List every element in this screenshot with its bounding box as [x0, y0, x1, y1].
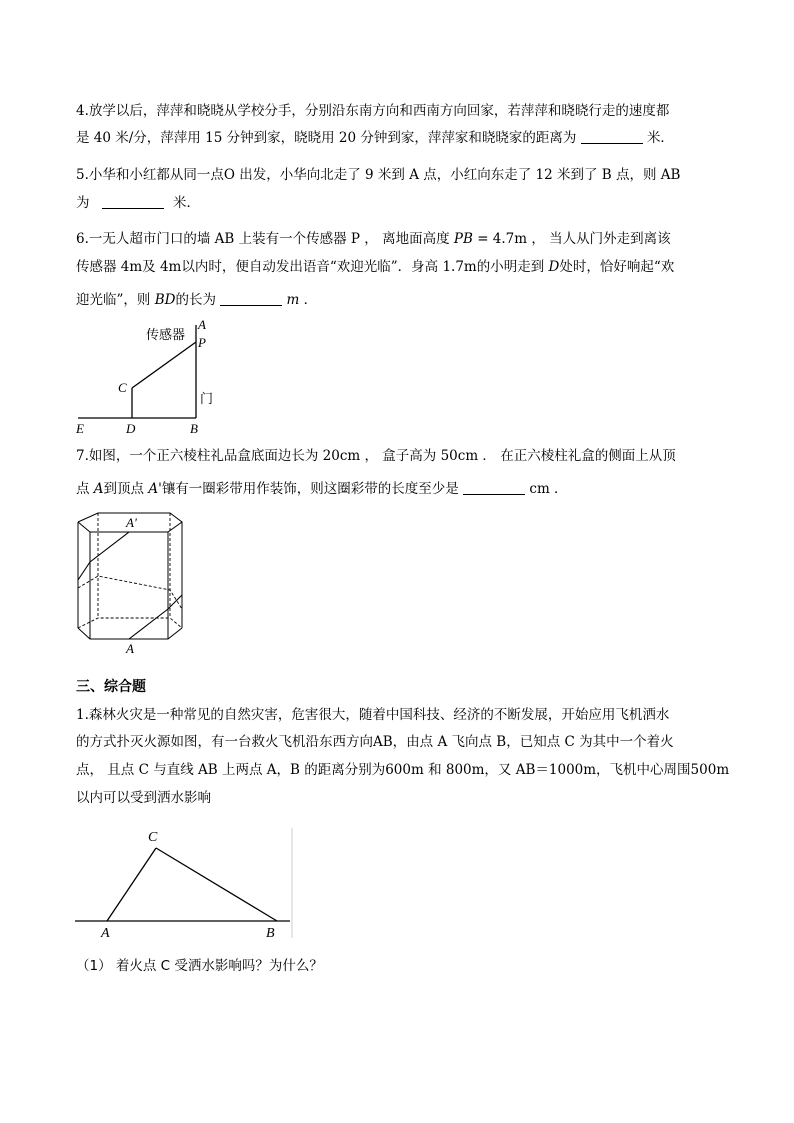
- q5-unit: 米．: [172, 195, 200, 211]
- q6-line-3: [76, 290, 317, 310]
- ribbon: [78, 532, 129, 580]
- q7-a-prime: A': [148, 481, 162, 497]
- label-a-prime: A': [126, 515, 137, 530]
- answer-blank: [581, 129, 643, 144]
- label-b: B: [190, 421, 198, 436]
- q4-line-2: [76, 128, 674, 148]
- q6-d: D: [548, 259, 560, 275]
- q4-unit: 米．: [646, 130, 674, 146]
- q6-pb: PB: [453, 231, 473, 247]
- q6-text: = 4.7m ， 当人从门外走到离该: [472, 231, 671, 247]
- label-b: B: [266, 926, 275, 941]
- segment-ac: [107, 848, 156, 921]
- ribbon: [129, 595, 182, 639]
- q6-bd: BD: [154, 292, 176, 308]
- q6-line-2: [76, 257, 674, 277]
- bottom-edges: [78, 628, 182, 639]
- q6-figure: [70, 315, 230, 435]
- section-title: 三、综合题: [76, 679, 146, 695]
- sensor-label: 传感器: [146, 327, 186, 342]
- label-c: C: [148, 830, 158, 845]
- segment-cb: [156, 848, 277, 921]
- label-e: E: [76, 421, 84, 436]
- q7-text: 点: [76, 481, 94, 497]
- q7-line-2: [76, 479, 568, 499]
- label-a: A: [101, 926, 110, 941]
- q5-line-1: 5.小华和小红都从同一点O 出发，小华向北走了 9 米到 A 点，小红向东走了 12 米到了 B 点，则 AB: [76, 167, 681, 183]
- q6-text: 迎光临”，则: [76, 292, 155, 308]
- answer-blank: [102, 194, 164, 209]
- q6-text: ．: [303, 292, 318, 308]
- q5-line-2: [76, 193, 200, 213]
- c1-line-4: 以内可以受到洒水影响: [76, 790, 211, 806]
- c1-figure: [72, 826, 297, 944]
- c1-line-3: 点， 且点 C 与直线 AB 上两点 A，B 的距离分别为600m 和 800m，又 AB＝1000m，飞机中心周围500m: [76, 762, 730, 778]
- label-p: P: [198, 335, 206, 350]
- q7-unit: cm ．: [529, 481, 568, 497]
- label-d: D: [126, 421, 136, 436]
- q6-line-1: [76, 229, 671, 249]
- answer-blank: [220, 291, 282, 306]
- label-a: A: [126, 641, 134, 656]
- hidden-ribbon: [78, 576, 182, 609]
- q4-text: 是 40 米/分，萍萍用 15 分钟到家，晓晓用 20 分钟到家，萍萍家和晓晓家的距离为: [76, 130, 577, 146]
- q4-line-1: 4.放学以后，萍萍和晓晓从学校分手，分别沿东南方向和西南方向回家，若萍萍和晓晓行走的速度都: [76, 103, 670, 119]
- q7-text: 镶有一圈彩带用作装饰，则这圈彩带的长度至少是: [161, 481, 459, 497]
- label-c: C: [118, 380, 127, 395]
- q6-text: 的长为: [175, 292, 216, 308]
- q6-text: 传感器 4m及 4m以内时，便自动发出语音“欢迎光临”．身高 1.7m的小明走到: [76, 259, 549, 275]
- q5-text: 为: [76, 195, 90, 211]
- q6-unit: m: [286, 292, 300, 308]
- q7-figure: [70, 505, 190, 655]
- door-label: 门: [200, 391, 214, 406]
- answer-blank: [463, 480, 525, 495]
- q6-text: 处时，恰好响起“欢: [559, 259, 675, 275]
- q7-a: A: [93, 481, 104, 497]
- c1-sub-question-1: （1） 着火点 C 受洒水影响吗？为什么？: [76, 958, 323, 974]
- c1-line-1: 1.森林火灾是一种常见的自然灾害，危害很大，随着中国科技、经济的不断发展，开始应用飞机洒水: [76, 707, 670, 723]
- segment-cp: [132, 342, 196, 388]
- q7-text: 到顶点: [103, 481, 149, 497]
- q6-text: 6.一无人超市门口的墙 AB 上装有一个传感器 P ， 离地面高度: [76, 231, 454, 247]
- c1-line-2: 的方式扑灭火源如图，有一台救火飞机沿东西方向AB，由点 A 飞向点 B，已知点 C 为其中一个着火: [76, 734, 674, 750]
- hidden-bottom: [78, 618, 182, 628]
- label-a: A: [198, 317, 206, 332]
- q7-line-1: 7.如图，一个正六棱柱礼品盒底面边长为 20cm ， 盒子高为 50cm ． 在正六棱柱礼盒的侧面上从顶: [76, 448, 676, 464]
